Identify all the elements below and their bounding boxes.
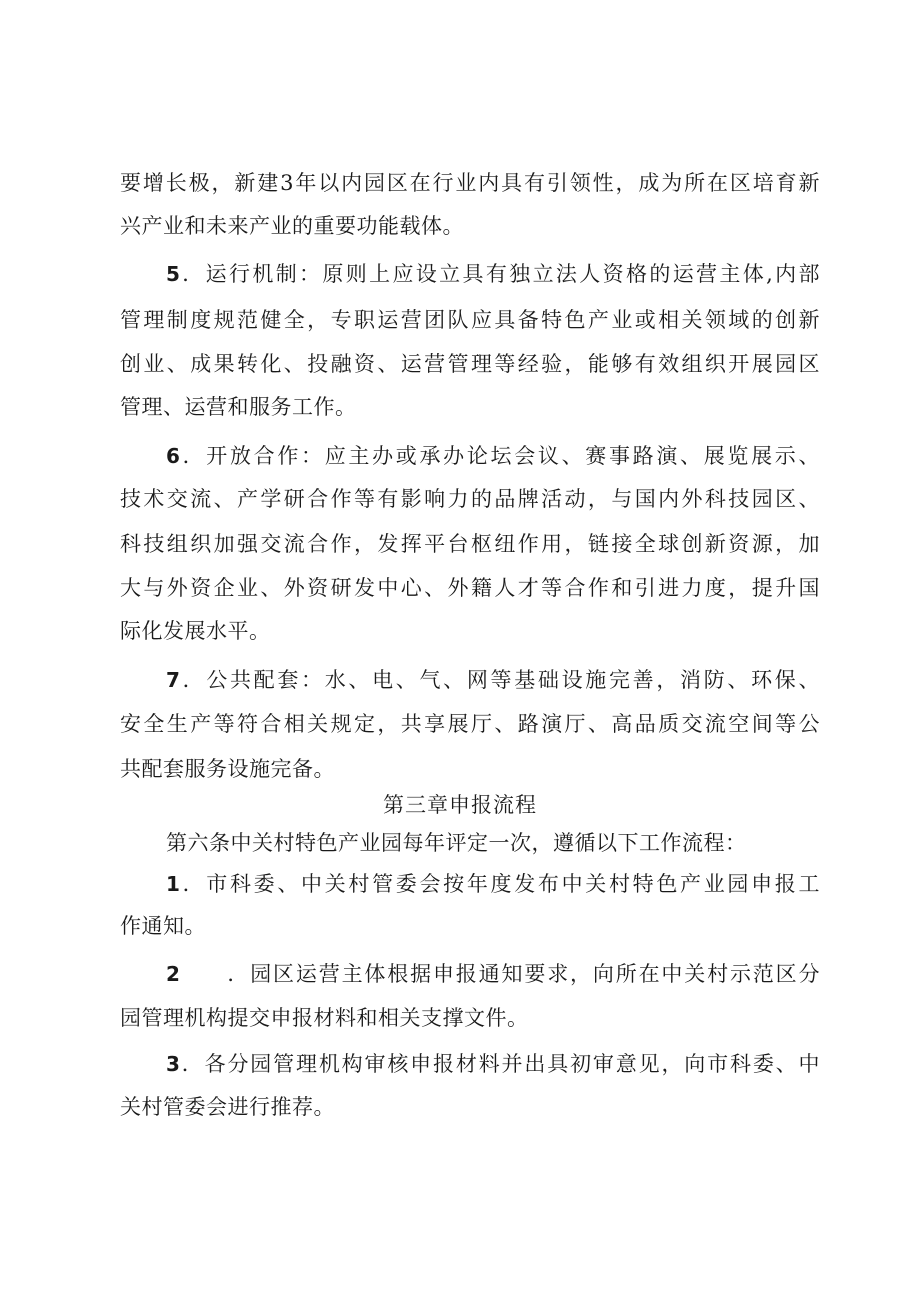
item-6-line bbox=[166, 441, 820, 471]
step-3-line: 关村管委会进行推荐。 bbox=[120, 1095, 335, 1119]
item-number: 6 bbox=[166, 444, 181, 468]
step-text: ．市科委、中关村管委会按年度发布中关村特色产业园申报工 bbox=[180, 872, 820, 896]
item-6-line: 大与外资企业、外资研发中心、外籍人才等合作和引进力度，提升国 bbox=[120, 576, 820, 600]
article-6-line: 第六条中关村特色产业园每年评定一次，遵循以下工作流程： bbox=[166, 831, 747, 855]
step-number: 3 bbox=[166, 1052, 181, 1076]
item-number: 7 bbox=[166, 668, 181, 692]
chapter-heading: 第三章申报流程 bbox=[383, 793, 537, 817]
item-5-line bbox=[166, 259, 820, 289]
paragraph-line: 兴产业和未来产业的重要功能载体。 bbox=[120, 214, 464, 238]
item-5-line: 管理、运营和服务工作。 bbox=[120, 395, 357, 419]
item-5-line: 创业、成果转化、投融资、运营管理等经验，能够有效组织开展园区 bbox=[120, 352, 820, 376]
step-text: ．各分园管理机构审核申报材料并出具初审意见，向市科委、中 bbox=[180, 1052, 820, 1076]
step-3-line bbox=[166, 1049, 820, 1079]
item-7-line: 安全生产等符合相关规定，共享展厅、路演厅、高品质交流空间等公 bbox=[120, 712, 820, 736]
item-number: 5 bbox=[166, 262, 181, 286]
step-2-line bbox=[166, 959, 820, 989]
item-text: ．运行机制：原则上应设立具有独立法人资格的运营主体,内部 bbox=[180, 262, 820, 286]
item-7-line: 共配套服务设施完备。 bbox=[120, 757, 335, 781]
step-2-line: 园管理机构提交申报材料和相关支撑文件。 bbox=[120, 1006, 529, 1030]
step-1-line bbox=[166, 869, 820, 899]
paragraph-line: 要增长极，新建3年以内园区在行业内具有引领性，成为所在区培育新 bbox=[120, 171, 820, 195]
item-6-line: 际化发展水平。 bbox=[120, 619, 271, 643]
item-6-line: 科技组织加强交流合作，发挥平台枢纽作用，链接全球创新资源，加 bbox=[120, 532, 820, 556]
item-text: ．公共配套：水、电、气、网等基础设施完善，消防、环保、 bbox=[180, 668, 820, 692]
item-5-line: 管理制度规范健全，专职运营团队应具备特色产业或相关领域的创新 bbox=[120, 308, 820, 332]
item-7-line bbox=[166, 665, 820, 695]
item-6-line: 技术交流、产学研合作等有影响力的品牌活动，与国内外科技园区、 bbox=[120, 487, 820, 511]
item-text: ．开放合作：应主办或承办论坛会议、赛事路演、展览展示、 bbox=[180, 444, 820, 468]
step-number: 2 bbox=[166, 962, 181, 986]
step-number: 1 bbox=[166, 872, 181, 896]
step-1-line: 作通知。 bbox=[120, 914, 206, 938]
step-text: ．园区运营主体根据申报通知要求，向所在中关村示范区分 bbox=[226, 962, 820, 986]
